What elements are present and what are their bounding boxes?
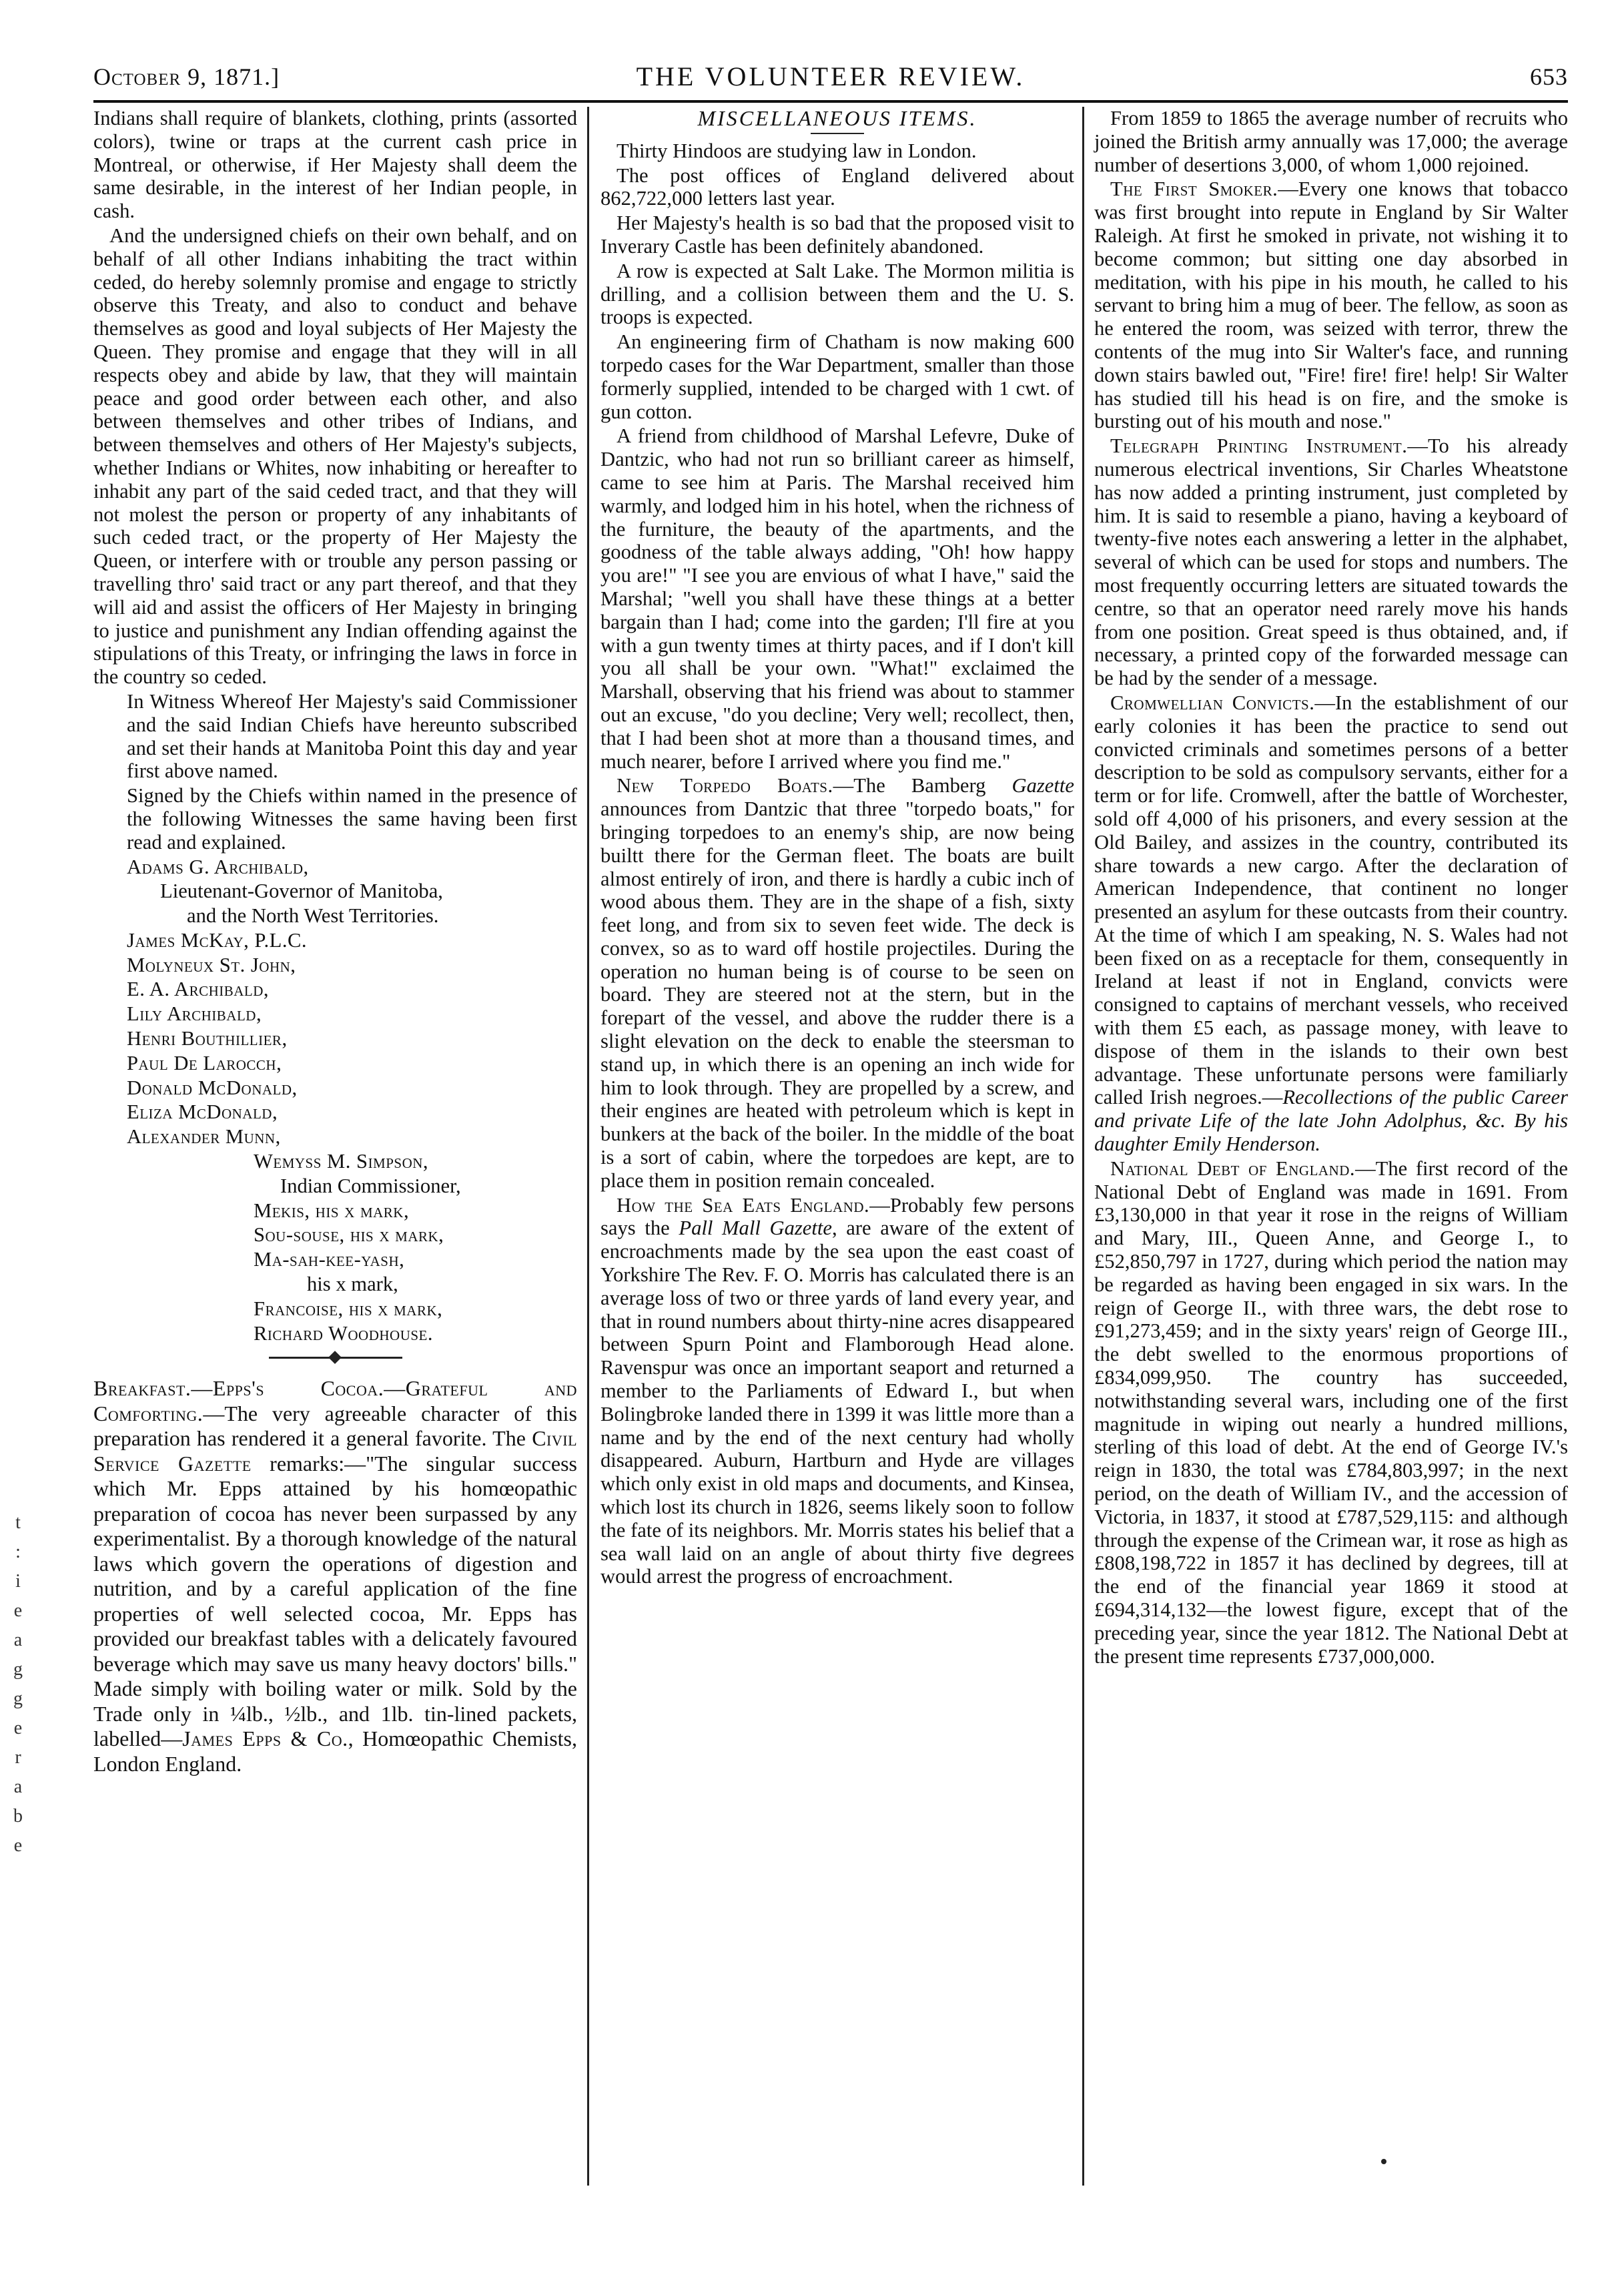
item-heading: The First Smoker. [1110,178,1278,201]
item-heading: New Torpedo Boats. [617,774,833,797]
signatory: Paul De Larocch, [127,1051,282,1074]
margin-letter: : [15,1542,21,1562]
column-2 [600,107,1074,1590]
margin-letter: t [15,1512,21,1533]
news-item: A row is expected at Salt Lake. The Mormon militia is drilling, and a collision between them and the U. S. troops is expected. [600,259,1074,329]
margin-letter: g [13,1688,23,1709]
margin-letter: a [13,1630,23,1650]
header-rule [93,100,1568,103]
witness-clause: In Witness Whereof Her Majesty's said Commissioner and the said Indian Chiefs have hereunto subscribed and set their hands at Manitoba Point this day and year first above named. [127,689,577,783]
column-rule-1 [587,107,589,2186]
signatory: Adams G. Archibald, [127,855,309,878]
item-source: Gazette [1011,774,1074,797]
treaty-paragraph-1: Indians shall require of blankets, clothing, prints (assorted colors), twine or traps at the current cash price in Montreal, or otherwise, if Her Majesty shall deem the same desirable, in the interest of her Indian people, in cash. [93,107,577,223]
item-text: —Probably few persons says the [600,1193,1074,1240]
telegraph-item [1094,434,1568,690]
running-head [93,53,1568,100]
first-smoker-item [1094,178,1568,433]
national-debt-item [1094,1157,1568,1668]
ornament-divider [269,1357,402,1359]
heading-rule [811,133,864,134]
news-item: Thirty Hindoos are studying law in London. [617,139,977,162]
margin-letter: e [13,1718,23,1738]
advert-text: —The very agreeable character of this preparation has rendered it a general favorite. The [93,1401,577,1451]
item-source: Recollections of the public Career and private Life of the late John Adolphus, &c. By his daughter Emily Henderson. [1094,1086,1568,1156]
advert-text: , Homœopathic Chemists, London England. [93,1726,577,1776]
margin-letter: a [13,1776,23,1797]
item-heading: Telegraph Printing Instrument. [1110,434,1408,458]
signatory: Lily Archibald, [127,1002,262,1026]
cocoa-advert [93,1376,577,1776]
margin-letter: r [15,1747,21,1768]
item-heading: Cromwellian Convicts. [1110,691,1315,714]
torpedo-boats-item [600,774,1074,1192]
news-item: A friend from childhood of Marshal Lefevre, Duke of Dantzic, who had not run so brilliant career as himself, came to see him at Paris. The Marshal received him warmly, and lodged him in his hotel, when the richness of the furniture, the beauty of the apartments, and the goodness of the table always adding, "Oh! how happy you are!" "I see you are envious of what I have," said the Marshal; "well you shall have these things at a better bargain than I had; come into the garden; I'll fire at you with a gun twenty times at thirty paces, and if I don't kill you all shall be your own. "What!" exclaimed the Marshall, observing that his friend was about to stammer out an excuse, "do you decline; Very well; recollect, then, that I had been shot at more than a thousand times, and much nearer, before I arrived where you find me." [600,424,1074,773]
margin-letter: i [15,1571,21,1592]
item-text: —Every one knows that tobacco was first brought into repute in England by Sir Walter Raleigh. At first he smoked in private, not wishing it to become common; but sitting one day absorbed in meditation, with his pipe in his mouth, he called to his servant to bring him a mug of beer. The fellow, as soon as he entered the room, was seized with terror, threw the contents of the mug into Sir Walter's face, and running down stairs bawled out, "Fire! fire! fire! help! Sir Walter has studied till his head is on fire, and the smoke is bursting out of his mouth and nose." [1094,178,1568,433]
signatory: Wemyss M. Simpson, [254,1150,429,1173]
signatory: Richard Woodhouse. [254,1321,434,1345]
item-text: —To his already numerous electrical inventions, Sir Charles Wheatstone has now added a printing instrument, just completed by him. It is said to resemble a piano, having a keyboard of twenty-five notes each answering a letter in the alphabet, several of which can be used for stops and numbers. The most frequently occurring letters are situated towards the centre, so that an operator need rarely move his hands from one position. Great speed is thus obtained, and, if necessary, a printed copy of the forwarded message can be had by the sender of a message. [1094,434,1568,690]
column-rule-2 [1082,107,1084,2186]
news-item: An engineering firm of Chatham is now making 600 torpedo cases for the War Department, smaller than those formerly supplied, intended to be charged with 1 cwt. of gun cotton. [600,330,1074,423]
signatory: and the North West Territories. [187,904,439,928]
margin-letters [8,1508,28,1861]
margin-letter: e [13,1600,23,1621]
margin-letter: b [13,1806,23,1827]
issue-date: October 9, 1871.] [93,63,280,90]
treaty-paragraph-2: And the undersigned chiefs on their own behalf, and on behalf of all other Indians inhabiting the tract within ceded, do hereby solemnly promise and engage to strictly observe this Treaty, and also to conduct and behave themselves as good and loyal subjects of Her Majesty the Queen. They promise and engage that they will in all respects obey and abide by law, that they will maintain peace and good order between each other, and also between themselves and other tribes of Indians, and between themselves and others of Her Majesty's subjects, whether Indians or Whites, now inhabiting or hereafter to inhabit any part of the said ceded tract, and that they will not molest the person or property of any inhabitants of such ceded tract, or the property of Her Majesty the Queen, or interfere with or trouble any person passing or travelling thro' said tract or any part thereof, and that they will aid and assist the officers of Her Majesty in bringing to justice and punishment any Indian offending against the stipulations of this Treaty, or infringing the laws in force in the country so ceded. [93,224,577,689]
signatory: Eliza McDonald, [127,1100,278,1124]
signatory: Mekis, his x mark, [254,1199,410,1222]
news-item: Her Majesty's health is so bad that the proposed visit to Inverary Castle has been definitely abandoned. [600,212,1074,258]
advert-text: remarks:—"The singular success which Mr. Epps attained by his homœopathic preparation of cocoa has never been surpassed by any experimentalist. By a thorough knowledge of the natural laws which govern the operations of digestion and nutrition, and by a careful application of the fine properties of well selected cocoa, Mr. Epps has provided our breakfast tables with a delicately favoured beverage which may save us many heavy doctors' bills." Made simply with boiling water or milk. Sold by the Trade only in ¼lb., ½lb., and 1lb. tin-lined packets, labelled— [93,1451,577,1751]
advert-seller: James Epps & Co. [182,1726,348,1751]
page-number: 653 [1530,63,1568,90]
end-mark [1381,2159,1386,2164]
news-item: The post offices of England delivered about 862,722,000 letters last year. [600,164,1074,210]
item-text: announces from Dantzic that three "torpedo boats," for bringing torpedoes to an enemy's ship, are now being builtt there for the German fleet. The boats are built almost entirely of iron, and there is hardly a cubic inch of wood abous them. They are in the shape of a fish, sixty feet long, and from six to seven feet wide. The deck is convex, so as to ward off hostile projectiles. During the operation no human being is of course to be seen on board. They are steered not at the stern, but in the forepart of the vessel, and above the rudder there is a slight elevation on the deck to enable the steersman to stand up, in which there is an opening an inch wide for him to look through. They are propelled by a screw, and their engines are heated with petroleum which is kept in bunkers at the back of the boiler. In the middle of the boat is a sort of cabin, where the torpedoes are kept, are to place them in position remain concealed. [600,797,1074,1192]
signatory: Francoise, his x mark, [254,1297,443,1320]
column-3 [1094,107,1568,1669]
item-source: Pall Mall Gazette [679,1217,832,1240]
signatory: Henri Bouthillier, [127,1027,288,1050]
signatory-list [93,856,577,1345]
signatory: Donald McDonald, [127,1076,298,1099]
signatory: Molyneux St. John, [127,953,296,976]
advert-source: Civil Service Gazette [93,1426,578,1476]
publication-title: THE VOLUNTEER REVIEW. [636,61,1026,91]
item-heading: National Debt of England. [1110,1157,1356,1180]
signed-clause: Signed by the Chiefs within named in the presence of the following Witnesses the same having been first read and explained. [127,784,577,854]
signatory: Sou-souse, his x mark, [254,1223,444,1247]
recruits-item: From 1859 to 1865 the average number of recruits who joined the British army annually was 17,000; the average number of desertions 3,000, of whom 1,000 rejoined. [1094,107,1568,176]
signatory: James McKay, P.L.C. [127,928,308,952]
signatory: E. A. Archibald, [127,978,270,1001]
convicts-item [1094,691,1568,1156]
signatory: Alexander Munn, [127,1125,281,1149]
signatory: his x mark, [307,1273,398,1296]
item-text: —The first record of the National Debt of England was made in 1691. From £3,130,000 in that year it rose in the reigns of William and Mary, III., Queen Anne, and George I., to £52,850,797 in 1727, during which period the nation may be regarded as having been engaged in six wars. In the reign of George II., with three wars, the debt rose to £91,273,459; and in the sixty years' reign of George III., the debt swelled to the enormous proportions of £834,099,950. The country has succeeded, notwithstanding several wars, including one of the first magnitude in wiping out nearly a hundred millions, sterling of this load of debt. At the end of George IV.'s reign in 1830, the total was £784,803,997; in the next period, on the death of William IV., and the accession of Victoria, in 1837, it stood at £787,529,115: and although through the expense of the Crimean war, it rose as high as £808,198,722 in 1857 it has declined by degrees, till at the end of the financial year 1869 it stood at £694,314,132—the lowest figure, except that of the preceding year, since the year 1812. The National Debt at the present time represents £737,000,000. [1094,1157,1568,1668]
signatory: Indian Commissioner, [280,1174,461,1197]
margin-letter: g [13,1659,23,1680]
signatory: Lieutenant-Governor of Manitoba, [160,880,443,903]
section-heading: MISCELLANEOUS ITEMS. [697,106,977,130]
item-heading: How the Sea Eats England. [617,1193,870,1217]
sea-eats-england-item [600,1194,1074,1589]
advert-heading: Breakfast.—Epps's Cocoa.—Grateful and Comforting. [93,1376,577,1425]
signatory: Ma-sah-kee-yash, [254,1248,405,1271]
item-text: , are aware of the extent of encroachments made by the sea upon the east coast of Yorkshire The Rev. F. O. Morris has calculated there is an average loss of two or three yards of land every year, and that in round numbers about thirty-nine acres disappeared between Spurn Point and Flamborough Head alone. Ravenspur was once an important seaport and returned a member to the Parliaments of Edward I., but when Bolingbroke landed there in 1399 it was little more than a name and by the end of the next century had wholly disappeared. Auburn, Hartburn and Hyde are villages which only exist in old maps and documents, and Kinsea, which lost its church in 1826, seems likely soon to follow the fate of its neighbors. Mr. Morris states his belief that a sea wall laid on an angle of about thirty five degrees would arrest the progress of encroachment. [600,1217,1074,1588]
column-1 [93,107,577,1778]
margin-letter: e [13,1835,23,1856]
item-text: —In the establishment of our early colonies it has been the practice to send out convicted criminals and sometimes persons of a better description to be sold as compulsory servants, either for a term or for life. Cromwell, after the battle of Worchester, sold off 4,000 of his prisoners, and every session at the Old Bailey, and assizes in the country, contributed its share towards a new cargo. After the declaration of American Independence, that continent no longer presented an asylum for these outcasts from their country. At the time of which I am speaking, N. S. Wales had not been fixed on as a receptacle for them, consequently in Ireland at least if not in England, convicts were consigned to captains of merchant vessels, who received with them £5 each, as passage money, with leave to dispose of them in the islands to their own best advantage. These unfortunate persons were familiarly called Irish negroes.— [1094,691,1568,1109]
item-text: —The Bamberg [833,774,986,797]
